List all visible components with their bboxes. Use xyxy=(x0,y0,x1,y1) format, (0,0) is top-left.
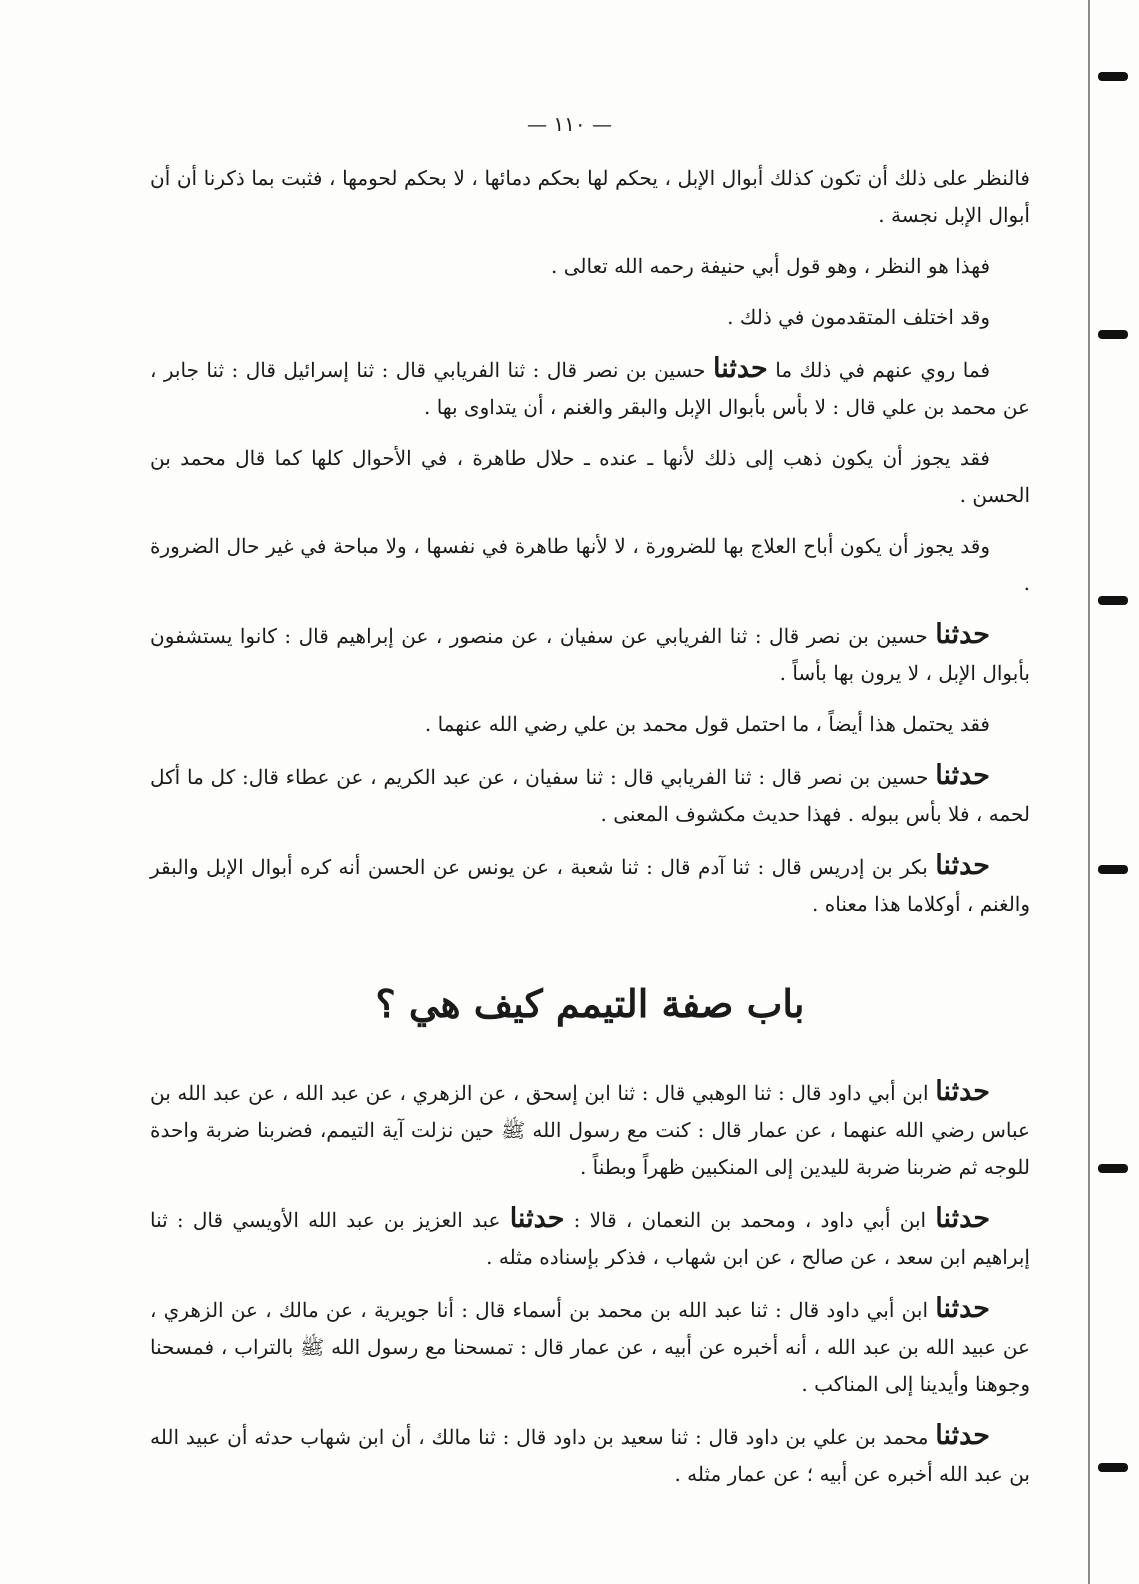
section-heading: باب صفة التيمم كيف هي ؟ xyxy=(375,981,805,1026)
paragraph: فهذا هو النظر ، وهو قول أبي حنيفة رحمه الله تعالى . xyxy=(551,254,990,278)
binding-hole-mark xyxy=(1098,596,1128,605)
binding-hole-mark xyxy=(1098,865,1128,874)
paragraph: فما روي عنهم في ذلك ما حدثنا حسين بن نصر قال : ثنا الفريابي قال : ثنا إسرائيل قال : ثنا جابر ، عن محمد بن علي قال : لا بأس بأبوال الإبل والبقر والغنم ، أن يتداوى بها . xyxy=(150,353,1030,419)
hadith-keyword: حدثنا xyxy=(935,1076,990,1107)
hadith-keyword: حدثنا xyxy=(509,1203,565,1234)
binding-hole-mark xyxy=(1098,1164,1128,1173)
page-binding-edge xyxy=(1088,0,1090,1584)
paragraph: فالنظر على ذلك أن تكون كذلك أبوال الإبل ، يحكم لها بحكم دمائها ، لا بحكم لحومها ، فثبت بما ذكرنا أن أن أبوال الإبل نجسة . xyxy=(150,166,1030,227)
page-body xyxy=(150,105,1030,1507)
paragraph: حدثنا بكر بن إدريس قال : ثنا آدم قال : ثنا شعبة ، عن يونس عن الحسن أنه كره أبوال الإبل والبقر والغنم ، أوكلاما هذا معناه . xyxy=(150,850,1030,916)
paragraph: حدثنا محمد بن علي بن داود قال : ثنا سعيد بن داود قال : ثنا مالك ، أن ابن شهاب حدثه أن عبيد الله بن عبد الله أخبره عن أبيه ؛ عن عمار مثله . xyxy=(150,1420,1030,1486)
hadith-keyword: حدثنا xyxy=(713,353,768,384)
paragraph: فقد يحتمل هذا أيضاً ، ما احتمل قول محمد بن علي رضي الله عنهما . xyxy=(424,712,990,736)
paragraph: وقد يجوز أن يكون أباح العلاج بها للضرورة ، لا لأنها طاهرة في نفسها ، ولا مباحة في غير حال الضرورة . xyxy=(150,534,1030,595)
hadith-keyword: حدثنا xyxy=(935,1420,991,1451)
hadith-keyword: حدثنا xyxy=(935,1203,991,1234)
hadith-keyword: حدثنا xyxy=(935,619,990,650)
paragraph: حدثنا ابن أبي داود قال : ثنا الوهبي قال : ثنا ابن إسحق ، عن الزهري ، عن عبد الله ، عن عبد الله بن عباس رضي الله عنهما ، عن عمار قال : كنت مع رسول الله ﷺ حين نزلت آية التيمم، فضربنا ضربة واحدة للوجه ثم ضربنا ضربة لليدين إلى المنكبين ظهراً وبطناً . xyxy=(150,1076,1030,1179)
binding-hole-mark xyxy=(1098,72,1128,81)
binding-hole-mark xyxy=(1098,330,1128,339)
paragraph: وقد اختلف المتقدمون في ذلك . xyxy=(727,305,990,329)
page-number: — ١١٠ — xyxy=(527,112,612,136)
paragraph: فقد يجوز أن يكون ذهب إلى ذلك لأنها ـ عنده ـ حلال طاهرة ، في الأحوال كلها كما قال محمد بن الحسن . xyxy=(150,446,1030,507)
paragraph: حدثنا حسين بن نصر قال : ثنا الفريابي قال : ثنا سفيان ، عن عبد الكريم ، عن عطاء قال: كل ما أكل لحمه ، فلا بأس ببوله . فهذا حديث مكشوف المعنى . xyxy=(150,760,1030,826)
hadith-keyword: حدثنا xyxy=(935,850,990,881)
hadith-keyword: حدثنا xyxy=(935,760,990,791)
paragraph: حدثنا ابن أبي داود قال : ثنا عبد الله بن محمد بن أسماء قال : أنا جويرية ، عن مالك ، عن الزهري ، عن عبيد الله بن عبد الله ، أنه أخبره عن أبيه ، عن عمار قال : تمسحنا مع رسول الله ﷺ بالتراب ، فمسحنا وجوهنا وأيدينا إلى المناكب . xyxy=(150,1293,1030,1396)
paragraph: حدثنا ابن أبي داود ، ومحمد بن النعمان ، قالا : حدثنا عبد العزيز بن عبد الله الأويسي قال : ثنا إبراهيم ابن سعد ، عن صالح ، عن ابن شهاب ، فذكر بإسناده مثله . xyxy=(150,1203,1030,1269)
paragraph: حدثنا حسين بن نصر قال : ثنا الفريابي عن سفيان ، عن منصور ، عن إبراهيم قال : كانوا يستشفون بأبوال الإبل ، لا يرون بها بأساً . xyxy=(150,619,1030,685)
hadith-keyword: حدثنا xyxy=(935,1293,990,1324)
binding-hole-mark xyxy=(1098,1463,1128,1472)
